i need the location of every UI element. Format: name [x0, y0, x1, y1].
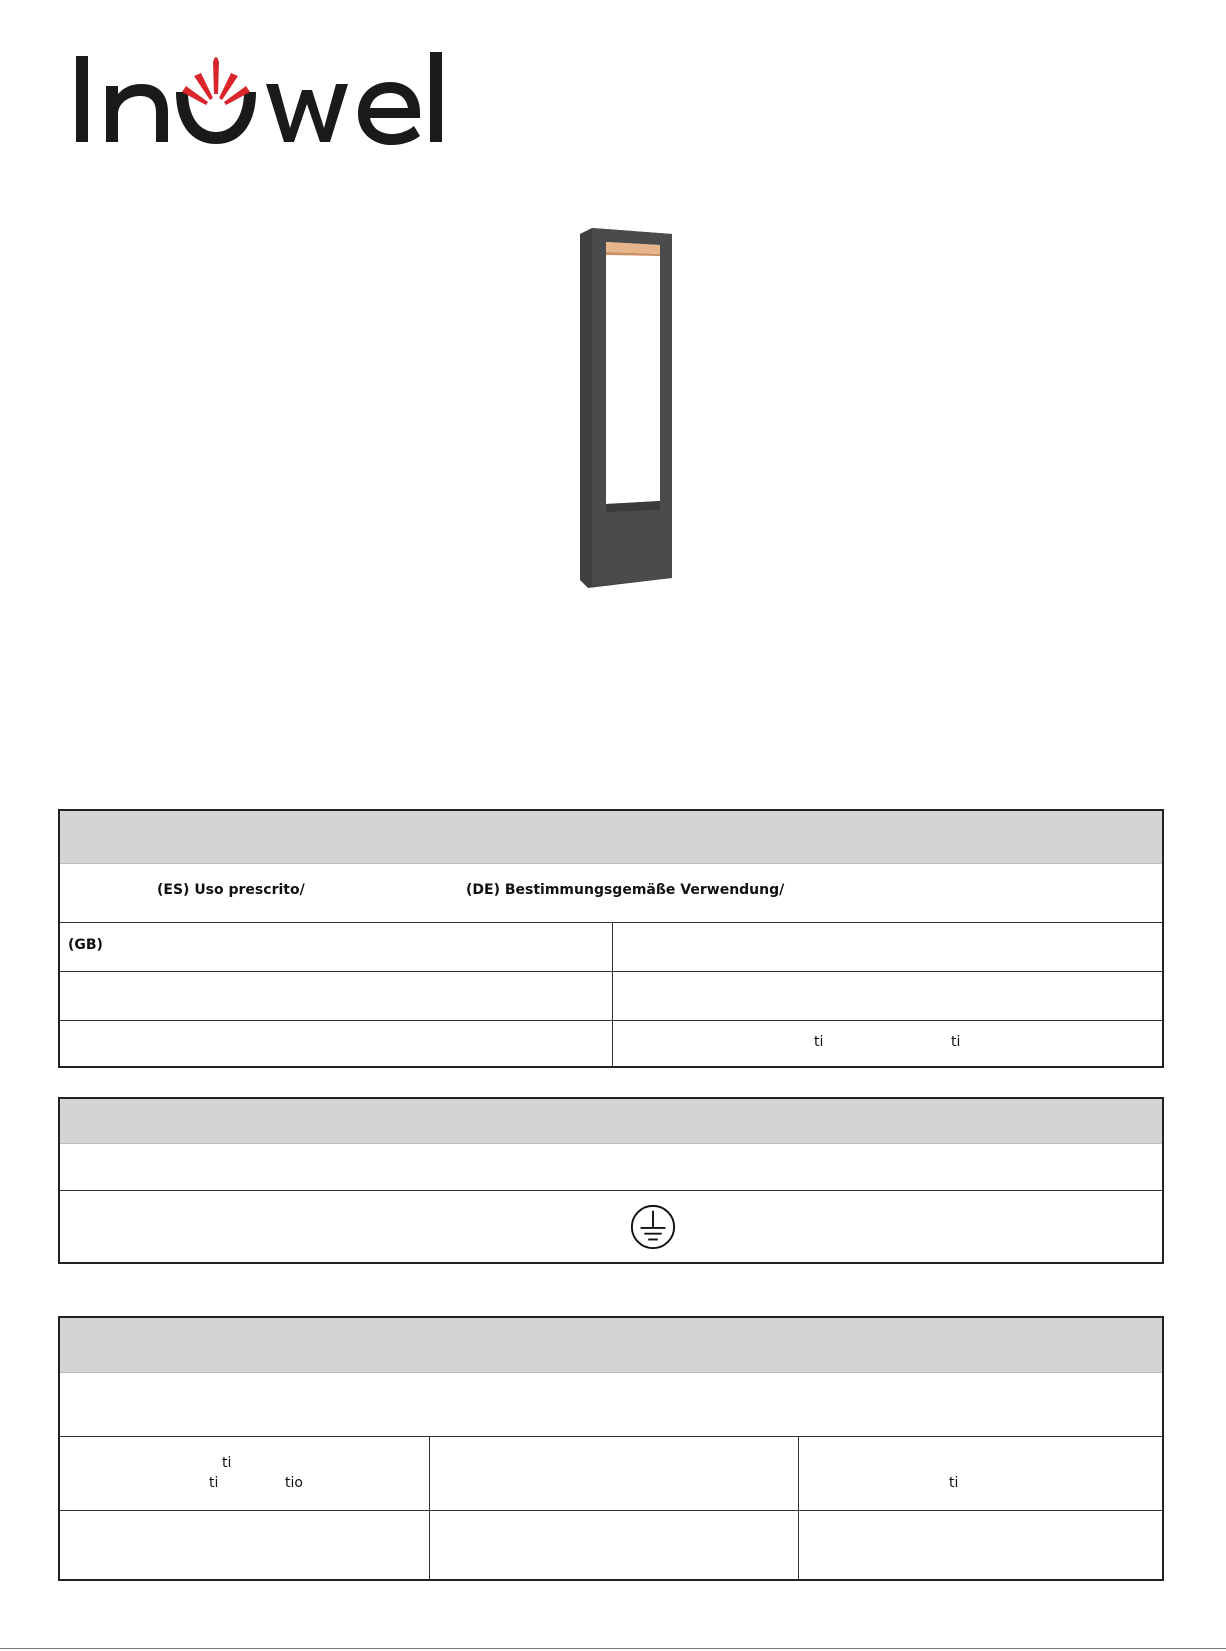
text-fragment: tio	[285, 1475, 303, 1491]
de-label: (DE) Bestimmungsgemäße Verwendung/	[466, 882, 785, 898]
table-cell	[612, 972, 1162, 1020]
table-cell	[60, 972, 612, 1020]
page-bottom-rule	[0, 1648, 1226, 1649]
text-fragment: ti	[814, 1034, 824, 1050]
protective-earth-icon	[629, 1203, 677, 1251]
table-row	[60, 1190, 1162, 1263]
table-row	[60, 922, 1162, 971]
table-row	[60, 1510, 1162, 1580]
bollard-lamp-image	[580, 228, 680, 590]
es-label: (ES) Uso prescrito/	[157, 882, 305, 898]
text-fragment: ti	[951, 1034, 961, 1050]
table-cell	[798, 1511, 1162, 1580]
table-row	[60, 1436, 1162, 1510]
table-row	[60, 971, 1162, 1020]
table-row	[60, 1020, 1162, 1067]
table-cell	[612, 1021, 1162, 1067]
table-cell	[429, 1511, 798, 1580]
text-fragment: ti	[949, 1475, 959, 1491]
table-cell	[60, 1021, 612, 1067]
specifications-table	[58, 1316, 1164, 1581]
table-header	[60, 811, 1162, 864]
inowel-logo	[76, 48, 460, 150]
table-cell	[612, 923, 1162, 971]
table-cell	[798, 1437, 1162, 1510]
table-header	[60, 1099, 1162, 1144]
table-row	[60, 1144, 1162, 1190]
text-fragment: ti	[209, 1475, 219, 1491]
table-cell	[429, 1437, 798, 1510]
table-header	[60, 1318, 1162, 1373]
table-cell	[60, 1511, 429, 1580]
intended-use-table	[58, 809, 1164, 1068]
electrical-safety-table	[58, 1097, 1164, 1264]
table-row	[60, 1373, 1162, 1436]
table-cell	[60, 1437, 429, 1510]
text-fragment: ti	[222, 1455, 232, 1471]
gb-label: (GB)	[68, 937, 103, 953]
language-labels-row	[60, 864, 1162, 922]
gb-cell	[60, 923, 612, 971]
